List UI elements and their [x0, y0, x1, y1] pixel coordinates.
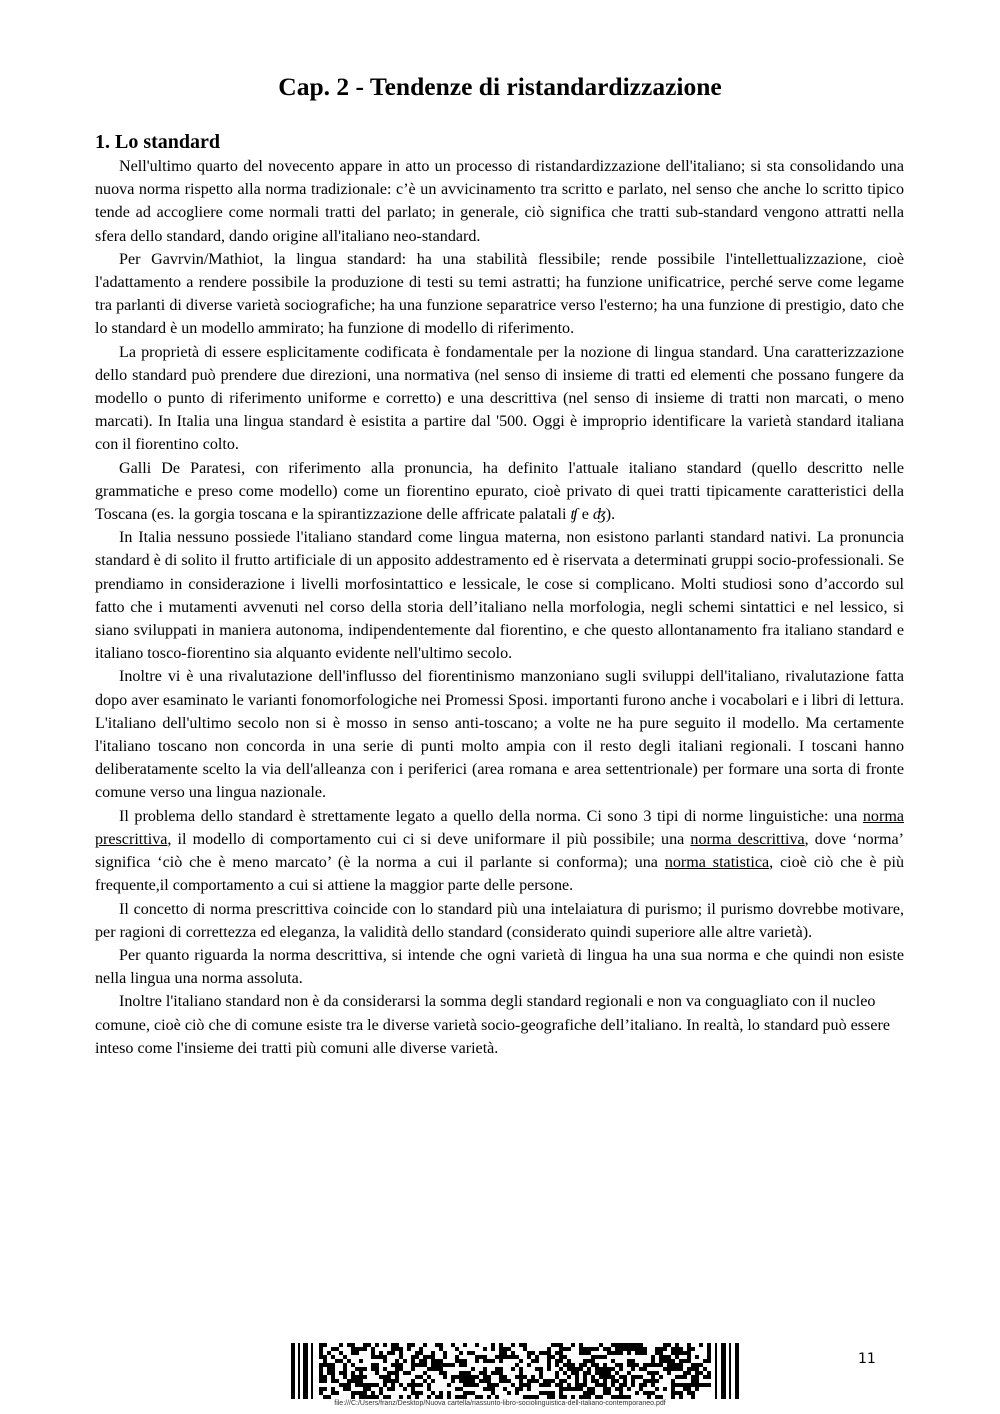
paragraph-8: Il concetto di norma prescrittiva coincide con lo standard più una intelaiatura di purismo; il purismo dovrebbe motivare, per ragioni di correttezza ed eleganza, la validità dello standard (considerato quindi superiore alle altre varietà).	[95, 900, 904, 941]
paragraph-7-text-b: , il modello di comportamento cui ci si deve uniformare il più possibile; una	[167, 830, 691, 848]
ipa-conjunction: e	[577, 506, 593, 524]
paragraph-10: Inoltre l'italiano standard non è da considerarsi la somma degli standard regionali e non va conguagliato con il nucleo comune, cioè ciò che di comune esiste tra le diverse varietà socio-geografiche dell’italiano. In realtà, lo standard può essere inteso come l'insieme dei tratti più comuni alle diverse varietà.	[95, 993, 890, 1057]
paragraph-4	[95, 457, 904, 527]
file-path-footer: file:///C:/Users/franz/Desktop/Nuova cartella/riassunto-libro-sociolinguistica-dell-italiano-contemporaneo.pdf	[334, 1400, 666, 1407]
ipa-symbol-2: ʤ	[592, 506, 606, 524]
term-norma-descrittiva: norma descrittiva	[690, 830, 805, 848]
paragraph-1: Nell'ultimo quarto del novecento appare in atto un processo di ristandardizzazione dell'italiano; si sta consolidando una nuova norma rispetto alla norma tradizionale: c’è un avvicinamento tra scritto e parlato, nel senso che anche lo scritto tipico tende ad accogliere come normali tratti del parlato; in generale, ciò significa che tratti sub-standard vengono attratti nella sfera dello standard, dando origine all'italiano neo-standard.	[95, 158, 904, 245]
paragraph-7	[95, 805, 904, 898]
body-text	[95, 155, 904, 1060]
barcode-image	[291, 1343, 740, 1399]
paragraph-9: Per quanto riguarda la norma descrittiva, si intende che ogni varietà di lingua ha una sua norma e che quindi non esiste nella lingua una norma assoluta.	[95, 946, 904, 988]
paragraph-4-end: ).	[605, 506, 616, 524]
section-heading: 1. Lo standard	[95, 131, 221, 153]
paragraph-4-text: Galli De Paratesi, con riferimento alla pronuncia, ha definito l'attuale italiano standard (quello descritto nelle grammatiche e preso come modello) come un fiorentino epurato, cioè privato di quei tratti tipicamente caratteristici della Toscana (es. la gorgia toscana e la spirantizzazione delle affricate palatali	[95, 459, 904, 524]
paragraph-5: In Italia nessuno possiede l'italiano standard come lingua materna, non esistono parlanti standard nativi. La pronuncia standard è di solito il frutto artificiale di un apposito addestramento ed è riservata a determinati gruppi socio-professionali. Se prendiamo in considerazione i livelli morfosintattico e lessicale, le cose si complicano. Molti studiosi sono d’accordo sul fatto che i mutamenti avvenuti nel corso della storia dell’italiano nella morfologia, negli schemi sintattici e nel lessico, si siano sviluppati in maniera autonoma, indipendentemente dal fiorentino, e che questo allontanamento fra italiano standard e italiano tosco-fiorentino sia alquanto evidente nell'ultimo secolo.	[95, 529, 904, 663]
paragraph-6: Inoltre vi è una rivalutazione dell'influsso del fiorentinismo manzoniano sugli sviluppi dell'italiano, rivalutazione fatta dopo aver esaminato le varianti fonomorfologiche nei Promessi Sposi. importanti furono anche i vocabolari e i libri di lettura. L'italiano dell'ultimo secolo non si è mosso in senso anti-toscano; a volte ne ha pure seguito il modello. Ma certamente l'italiano toscano non concorda in una serie di punti molto ampia con il resto degli italiani regionali. I toscani hanno deliberatamente scelto la via dell'alleanza con i periferici (area romana e area settentrionale) per formare una sorta di fronte comune verso una lingua nazionale.	[95, 668, 904, 802]
term-norma-statistica: norma statistica	[664, 854, 770, 872]
chapter-title: Cap. 2 - Tendenze di ristandardizzazione	[278, 72, 722, 101]
paragraph-3: La proprietà di essere esplicitamente codificata è fondamentale per la nozione di lingua standard. Una caratterizzazione dello standard può prendere due direzioni, una normativa (nel senso di insieme di tratti ed elementi che possano fungere da modello o punto di riferimento uniforme e corretto) e una descrittiva (nel senso di insieme di tratti non marcati, o meno marcati). In Italia una lingua standard è esistita a partire dal '500. Oggi è improprio identificare la varietà standard italiana con il fiorentino colto.	[95, 343, 904, 454]
paragraph-7-text-d: , cioè ciò che è più frequente,il comportamento a cui si attiene la maggior parte delle persone.	[95, 854, 904, 895]
paragraph-7-text-c: , dove ‘norma’ significa ‘ciò che è meno marcato’ (è la norma a cui il parlante si conforma); una	[95, 830, 905, 872]
paragraph-2: Per Gavrvin/Mathiot, la lingua standard: ha una stabilità flessibile; rende possibile l'intellettualizzazione, cioè l'adattamento a rendere possibile la produzione di testi su temi astratti; ha funzione unificatrice, perché serve come legame tra parlanti di diverse varietà sociografiche; ha una funzione separatrice verso l'esterno; ha una funzione di prestigio, dato che lo standard è un modello ammirato; ha funzione di modello di riferimento.	[95, 250, 904, 338]
term-norma-prescrittiva: norma prescrittiva	[95, 807, 904, 848]
page-number: 11	[858, 1351, 876, 1367]
ipa-symbol-1: ʧ	[570, 506, 578, 524]
paragraph-7-text-a: Il problema dello standard è strettamente legato a quello della norma. Ci sono 3 tipi di norme linguistiche: una	[119, 807, 863, 825]
